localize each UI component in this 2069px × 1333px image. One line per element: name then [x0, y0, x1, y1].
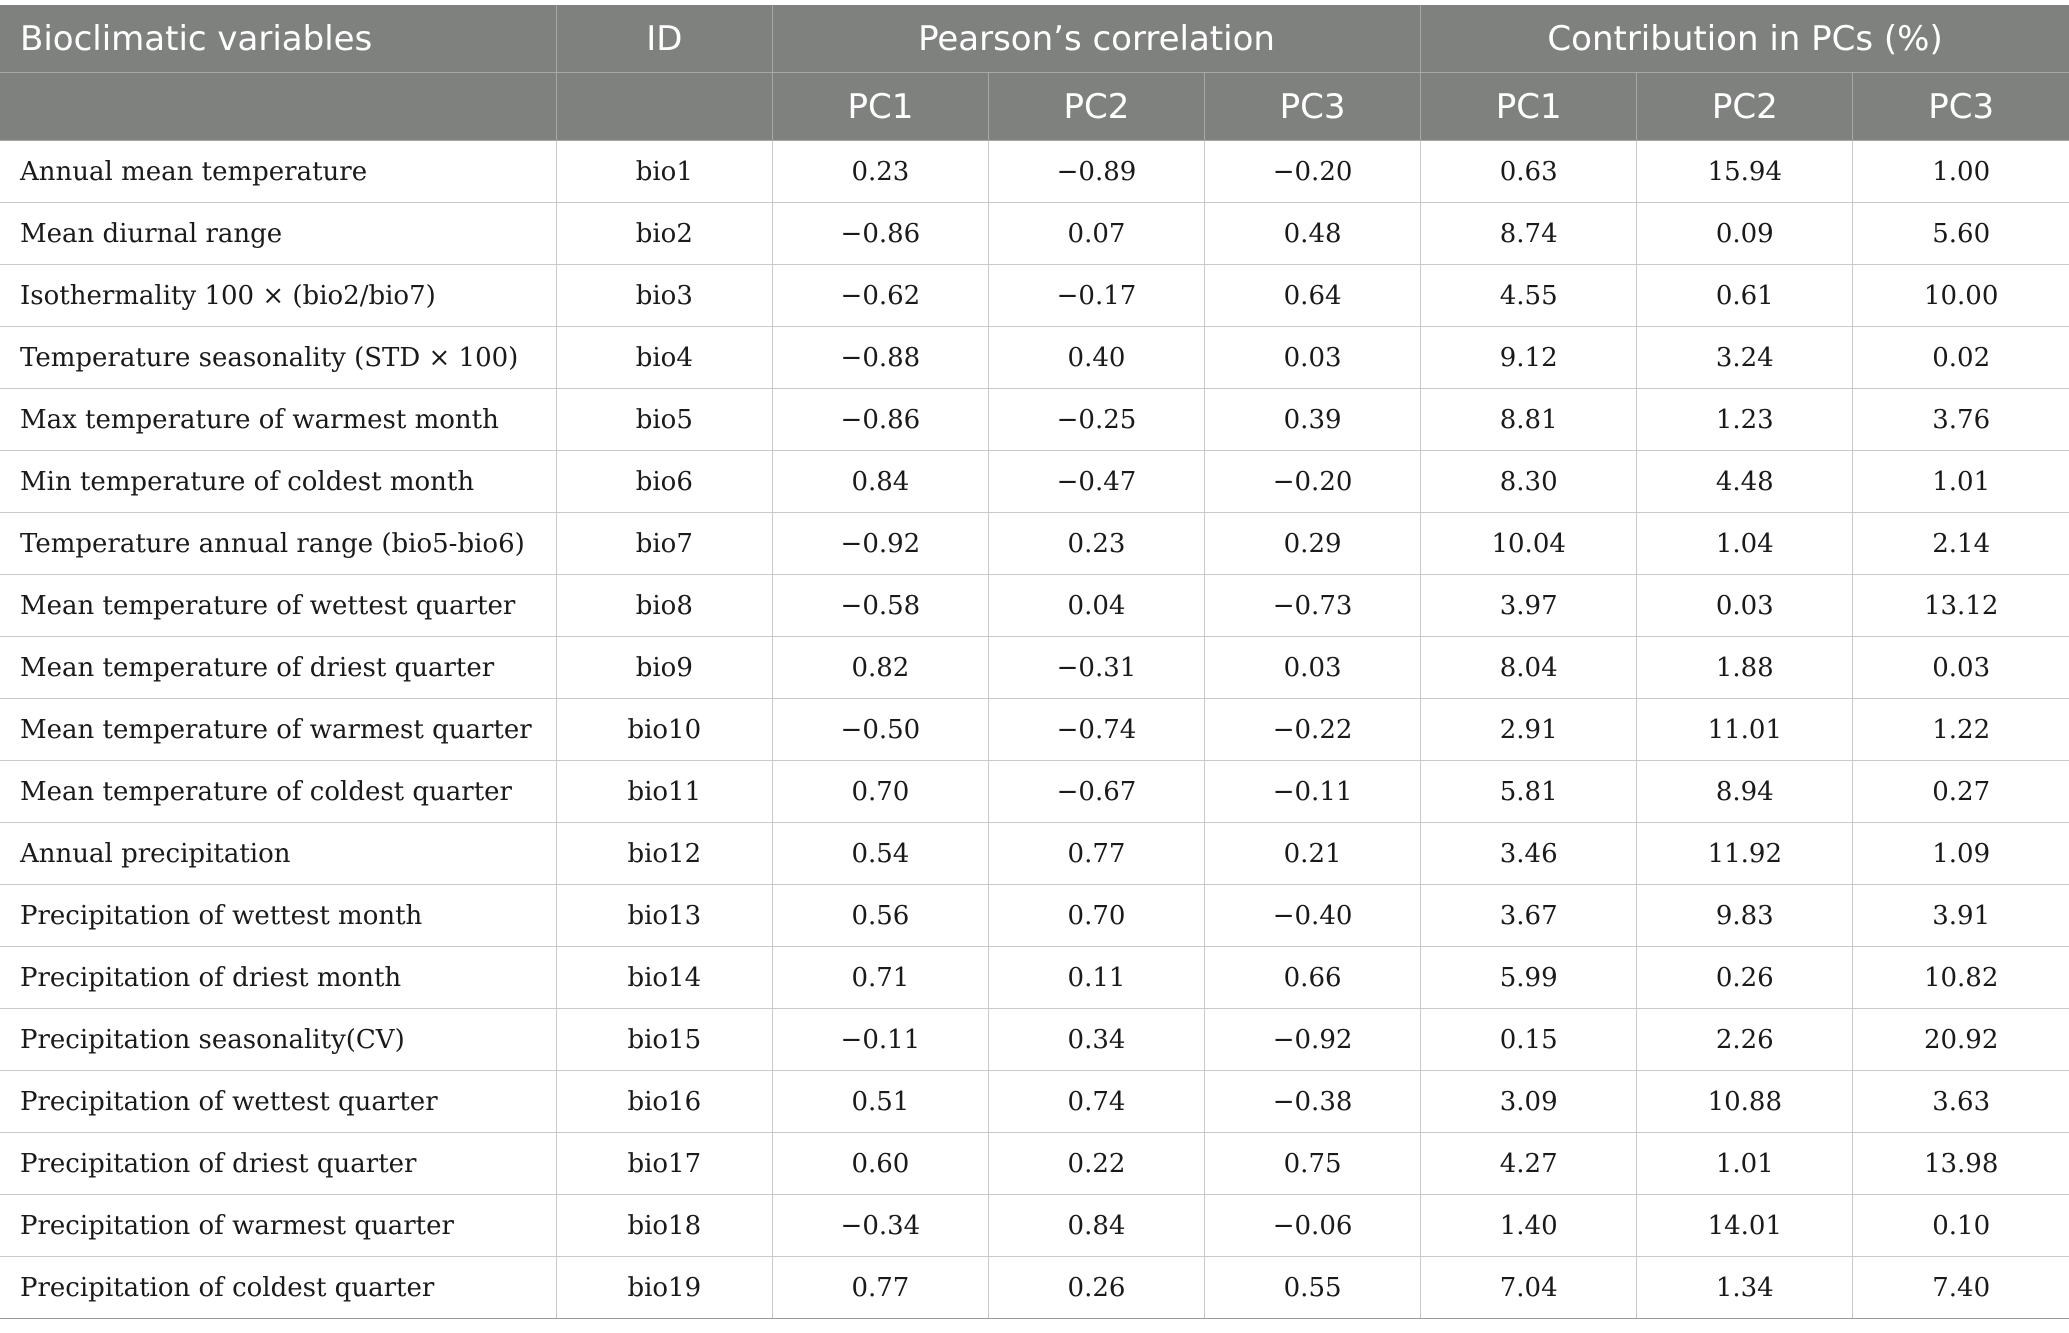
header-pearson-pc1: PC1: [772, 73, 988, 141]
cell-pearson-pc3: 0.55: [1205, 1257, 1421, 1319]
cell-pearson-pc3: 0.75: [1205, 1133, 1421, 1195]
header-pearson-pc2: PC2: [988, 73, 1204, 141]
cell-id: bio9: [556, 637, 772, 699]
cell-variable-name: Precipitation of driest month: [0, 947, 556, 1009]
cell-contribution-pc1: 3.67: [1421, 885, 1637, 947]
cell-contribution-pc3: 0.02: [1853, 327, 2069, 389]
cell-contribution-pc2: 0.26: [1637, 947, 1853, 1009]
header-contribution-pc3: PC3: [1853, 73, 2069, 141]
cell-variable-name: Mean temperature of wettest quarter: [0, 575, 556, 637]
cell-contribution-pc2: 0.61: [1637, 265, 1853, 327]
cell-pearson-pc3: 0.39: [1205, 389, 1421, 451]
cell-id: bio1: [556, 141, 772, 203]
cell-pearson-pc2: 0.34: [988, 1009, 1204, 1071]
cell-contribution-pc2: 2.26: [1637, 1009, 1853, 1071]
table-row: [0, 513, 2069, 575]
header-row-pcs: [0, 73, 2069, 141]
cell-pearson-pc1: −0.86: [772, 203, 988, 265]
cell-pearson-pc2: −0.47: [988, 451, 1204, 513]
cell-contribution-pc1: 8.74: [1421, 203, 1637, 265]
cell-pearson-pc3: −0.20: [1205, 141, 1421, 203]
table-body: [0, 141, 2069, 1319]
cell-pearson-pc3: −0.20: [1205, 451, 1421, 513]
cell-variable-name: Precipitation of warmest quarter: [0, 1195, 556, 1257]
cell-id: bio11: [556, 761, 772, 823]
cell-contribution-pc2: 15.94: [1637, 141, 1853, 203]
cell-pearson-pc2: 0.70: [988, 885, 1204, 947]
cell-variable-name: Max temperature of warmest month: [0, 389, 556, 451]
cell-contribution-pc2: 8.94: [1637, 761, 1853, 823]
cell-variable-name: Mean diurnal range: [0, 203, 556, 265]
bioclimatic-pca-table: [0, 5, 2069, 1319]
cell-contribution-pc1: 9.12: [1421, 327, 1637, 389]
cell-contribution-pc3: 2.14: [1853, 513, 2069, 575]
cell-pearson-pc3: 0.03: [1205, 637, 1421, 699]
cell-id: bio14: [556, 947, 772, 1009]
cell-pearson-pc3: −0.40: [1205, 885, 1421, 947]
cell-contribution-pc2: 1.04: [1637, 513, 1853, 575]
cell-contribution-pc2: 0.03: [1637, 575, 1853, 637]
cell-contribution-pc3: 7.40: [1853, 1257, 2069, 1319]
header-contribution-pc2: PC2: [1637, 73, 1853, 141]
cell-variable-name: Mean temperature of coldest quarter: [0, 761, 556, 823]
cell-pearson-pc2: 0.40: [988, 327, 1204, 389]
cell-pearson-pc1: −0.11: [772, 1009, 988, 1071]
cell-pearson-pc3: 0.66: [1205, 947, 1421, 1009]
cell-pearson-pc2: 0.11: [988, 947, 1204, 1009]
cell-pearson-pc1: 0.77: [772, 1257, 988, 1319]
cell-pearson-pc2: 0.74: [988, 1071, 1204, 1133]
cell-id: bio5: [556, 389, 772, 451]
cell-contribution-pc2: 4.48: [1637, 451, 1853, 513]
cell-contribution-pc3: 3.63: [1853, 1071, 2069, 1133]
cell-contribution-pc2: 0.09: [1637, 203, 1853, 265]
table-row: [0, 699, 2069, 761]
table-row: [0, 451, 2069, 513]
cell-pearson-pc2: 0.23: [988, 513, 1204, 575]
cell-pearson-pc1: 0.84: [772, 451, 988, 513]
cell-id: bio8: [556, 575, 772, 637]
cell-pearson-pc2: −0.25: [988, 389, 1204, 451]
cell-contribution-pc3: 3.76: [1853, 389, 2069, 451]
cell-contribution-pc3: 0.27: [1853, 761, 2069, 823]
table-row: [0, 203, 2069, 265]
cell-contribution-pc1: 5.81: [1421, 761, 1637, 823]
cell-contribution-pc3: 5.60: [1853, 203, 2069, 265]
cell-contribution-pc1: 8.81: [1421, 389, 1637, 451]
header-pearson-correlation: Pearson’s correlation: [772, 5, 1420, 73]
cell-contribution-pc1: 5.99: [1421, 947, 1637, 1009]
cell-pearson-pc2: 0.84: [988, 1195, 1204, 1257]
header-contribution: Contribution in PCs (%): [1421, 5, 2069, 73]
table-row: [0, 1257, 2069, 1319]
cell-contribution-pc1: 8.30: [1421, 451, 1637, 513]
header-id: ID: [556, 5, 772, 73]
cell-contribution-pc3: 1.01: [1853, 451, 2069, 513]
cell-variable-name: Annual mean temperature: [0, 141, 556, 203]
cell-pearson-pc1: −0.34: [772, 1195, 988, 1257]
table-row: [0, 575, 2069, 637]
cell-pearson-pc3: 0.64: [1205, 265, 1421, 327]
cell-contribution-pc1: 8.04: [1421, 637, 1637, 699]
cell-variable-name: Mean temperature of warmest quarter: [0, 699, 556, 761]
cell-id: bio16: [556, 1071, 772, 1133]
cell-contribution-pc1: 7.04: [1421, 1257, 1637, 1319]
header-empty-variables: [0, 73, 556, 141]
cell-pearson-pc2: 0.26: [988, 1257, 1204, 1319]
table-row: [0, 885, 2069, 947]
cell-pearson-pc2: −0.74: [988, 699, 1204, 761]
cell-contribution-pc1: 10.04: [1421, 513, 1637, 575]
cell-variable-name: Annual precipitation: [0, 823, 556, 885]
cell-pearson-pc1: 0.70: [772, 761, 988, 823]
cell-contribution-pc2: 1.01: [1637, 1133, 1853, 1195]
cell-contribution-pc1: 3.97: [1421, 575, 1637, 637]
cell-contribution-pc1: 0.63: [1421, 141, 1637, 203]
cell-contribution-pc1: 2.91: [1421, 699, 1637, 761]
cell-contribution-pc3: 1.22: [1853, 699, 2069, 761]
cell-id: bio7: [556, 513, 772, 575]
cell-pearson-pc1: −0.92: [772, 513, 988, 575]
cell-contribution-pc1: 4.55: [1421, 265, 1637, 327]
cell-pearson-pc1: 0.60: [772, 1133, 988, 1195]
cell-pearson-pc1: −0.86: [772, 389, 988, 451]
table-row: [0, 389, 2069, 451]
cell-pearson-pc3: 0.03: [1205, 327, 1421, 389]
table-row: [0, 1071, 2069, 1133]
cell-contribution-pc2: 11.92: [1637, 823, 1853, 885]
cell-variable-name: Temperature annual range (bio5-bio6): [0, 513, 556, 575]
table-row: [0, 823, 2069, 885]
cell-contribution-pc2: 14.01: [1637, 1195, 1853, 1257]
cell-variable-name: Min temperature of coldest month: [0, 451, 556, 513]
cell-contribution-pc2: 9.83: [1637, 885, 1853, 947]
cell-id: bio4: [556, 327, 772, 389]
cell-contribution-pc2: 11.01: [1637, 699, 1853, 761]
cell-pearson-pc1: −0.58: [772, 575, 988, 637]
table-row: [0, 1195, 2069, 1257]
cell-pearson-pc3: −0.92: [1205, 1009, 1421, 1071]
cell-variable-name: Temperature seasonality (STD × 100): [0, 327, 556, 389]
header-empty-id: [556, 73, 772, 141]
cell-contribution-pc1: 3.46: [1421, 823, 1637, 885]
cell-contribution-pc3: 10.00: [1853, 265, 2069, 327]
cell-contribution-pc3: 1.00: [1853, 141, 2069, 203]
cell-contribution-pc1: 1.40: [1421, 1195, 1637, 1257]
cell-variable-name: Isothermality 100 × (bio2/bio7): [0, 265, 556, 327]
header-pearson-pc3: PC3: [1205, 73, 1421, 141]
cell-id: bio19: [556, 1257, 772, 1319]
cell-contribution-pc3: 13.12: [1853, 575, 2069, 637]
cell-pearson-pc3: 0.29: [1205, 513, 1421, 575]
cell-id: bio18: [556, 1195, 772, 1257]
table-row: [0, 1133, 2069, 1195]
cell-pearson-pc2: −0.67: [988, 761, 1204, 823]
header-contribution-pc1: PC1: [1421, 73, 1637, 141]
cell-pearson-pc1: 0.82: [772, 637, 988, 699]
bioclimatic-table-container: [0, 5, 2069, 1319]
cell-pearson-pc3: 0.48: [1205, 203, 1421, 265]
cell-contribution-pc3: 13.98: [1853, 1133, 2069, 1195]
table-row: [0, 1009, 2069, 1071]
header-row-groups: [0, 5, 2069, 73]
cell-contribution-pc2: 3.24: [1637, 327, 1853, 389]
cell-variable-name: Precipitation of wettest month: [0, 885, 556, 947]
cell-pearson-pc1: 0.71: [772, 947, 988, 1009]
cell-pearson-pc3: −0.22: [1205, 699, 1421, 761]
cell-pearson-pc2: 0.77: [988, 823, 1204, 885]
cell-contribution-pc2: 1.88: [1637, 637, 1853, 699]
cell-variable-name: Mean temperature of driest quarter: [0, 637, 556, 699]
table-row: [0, 141, 2069, 203]
cell-contribution-pc3: 0.03: [1853, 637, 2069, 699]
cell-pearson-pc3: 0.21: [1205, 823, 1421, 885]
cell-pearson-pc2: −0.89: [988, 141, 1204, 203]
cell-id: bio3: [556, 265, 772, 327]
cell-variable-name: Precipitation of wettest quarter: [0, 1071, 556, 1133]
cell-pearson-pc3: −0.11: [1205, 761, 1421, 823]
cell-id: bio10: [556, 699, 772, 761]
cell-variable-name: Precipitation of driest quarter: [0, 1133, 556, 1195]
cell-pearson-pc2: 0.22: [988, 1133, 1204, 1195]
cell-id: bio2: [556, 203, 772, 265]
cell-pearson-pc1: −0.88: [772, 327, 988, 389]
cell-pearson-pc1: 0.56: [772, 885, 988, 947]
cell-contribution-pc2: 1.23: [1637, 389, 1853, 451]
table-row: [0, 637, 2069, 699]
cell-contribution-pc1: 0.15: [1421, 1009, 1637, 1071]
cell-variable-name: Precipitation seasonality(CV): [0, 1009, 556, 1071]
cell-contribution-pc3: 1.09: [1853, 823, 2069, 885]
cell-id: bio17: [556, 1133, 772, 1195]
table-row: [0, 761, 2069, 823]
cell-pearson-pc2: 0.07: [988, 203, 1204, 265]
cell-pearson-pc2: −0.31: [988, 637, 1204, 699]
cell-contribution-pc1: 4.27: [1421, 1133, 1637, 1195]
cell-id: bio15: [556, 1009, 772, 1071]
cell-contribution-pc2: 10.88: [1637, 1071, 1853, 1133]
cell-pearson-pc2: −0.17: [988, 265, 1204, 327]
cell-variable-name: Precipitation of coldest quarter: [0, 1257, 556, 1319]
cell-pearson-pc1: −0.62: [772, 265, 988, 327]
cell-pearson-pc3: −0.38: [1205, 1071, 1421, 1133]
header-bioclimatic-variables: Bioclimatic variables: [0, 5, 556, 73]
cell-id: bio6: [556, 451, 772, 513]
cell-pearson-pc2: 0.04: [988, 575, 1204, 637]
cell-contribution-pc3: 3.91: [1853, 885, 2069, 947]
cell-pearson-pc1: 0.54: [772, 823, 988, 885]
table-row: [0, 265, 2069, 327]
cell-contribution-pc3: 20.92: [1853, 1009, 2069, 1071]
cell-contribution-pc3: 0.10: [1853, 1195, 2069, 1257]
cell-contribution-pc1: 3.09: [1421, 1071, 1637, 1133]
cell-contribution-pc2: 1.34: [1637, 1257, 1853, 1319]
cell-id: bio12: [556, 823, 772, 885]
table-header: [0, 5, 2069, 141]
cell-pearson-pc3: −0.73: [1205, 575, 1421, 637]
cell-pearson-pc1: 0.23: [772, 141, 988, 203]
cell-pearson-pc1: 0.51: [772, 1071, 988, 1133]
cell-pearson-pc3: −0.06: [1205, 1195, 1421, 1257]
table-row: [0, 327, 2069, 389]
cell-contribution-pc3: 10.82: [1853, 947, 2069, 1009]
cell-id: bio13: [556, 885, 772, 947]
cell-pearson-pc1: −0.50: [772, 699, 988, 761]
table-row: [0, 947, 2069, 1009]
